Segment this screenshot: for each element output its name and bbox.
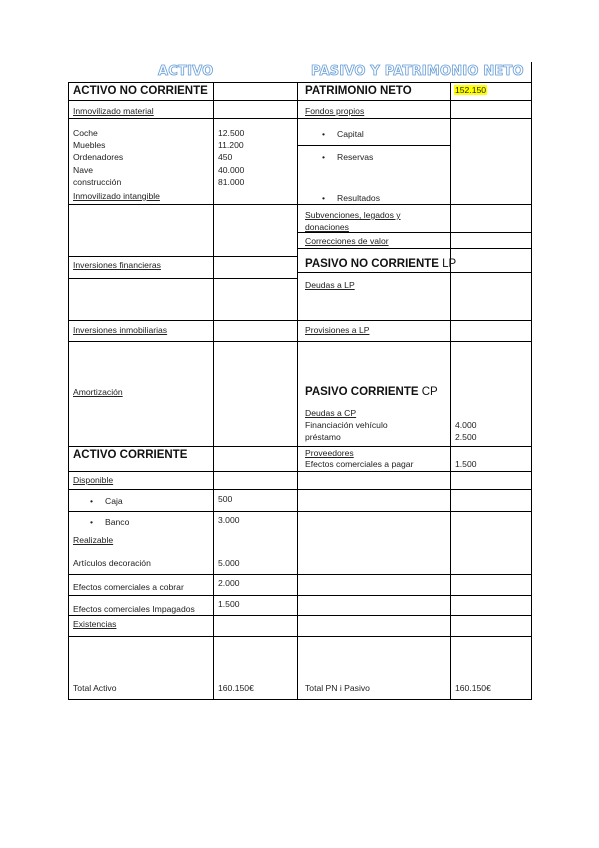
disponible-label: Disponible xyxy=(73,475,114,485)
efectos-impagados-label: Efectos comerciales Impagados xyxy=(73,604,195,614)
total-activo-label: Total Activo xyxy=(73,683,117,693)
item-muebles-label: Muebles xyxy=(73,140,106,150)
item-muebles-value: 11.200 xyxy=(218,140,244,150)
subvenciones-label-line2: donaciones xyxy=(305,222,349,232)
item-nave-label: Nave xyxy=(73,165,94,175)
item-construccion-label: construcción xyxy=(73,177,122,187)
articulos-value: 5.000 xyxy=(218,558,240,568)
item-construccion-value: 81.000 xyxy=(218,177,245,187)
deudas-lp-label: Deudas a LP xyxy=(305,280,355,290)
proveedores-label: Proveedores xyxy=(305,448,354,458)
activo-no-corriente-title: ACTIVO NO CORRIENTE xyxy=(73,85,208,97)
caja-label: • Caja xyxy=(90,496,123,506)
patrimonio-neto-title: PATRIMONIO NETO xyxy=(305,85,412,97)
inversiones-financieras-label: Inversiones financieras xyxy=(73,260,161,270)
pasivo-corriente-title: PASIVO CORRIENTE CP xyxy=(305,386,438,398)
reservas-label: • Reservas xyxy=(322,152,373,162)
inmovilizado-material-label: Inmovilizado material xyxy=(73,106,154,116)
patrimonio-neto-value: 152.150 xyxy=(455,85,487,95)
item-nave-value: 40.000 xyxy=(218,165,245,175)
deudas-cp-label: Deudas a CP xyxy=(305,408,357,418)
activo-header: ACTIVO xyxy=(158,64,214,79)
item-ordenadores-label: Ordenadores xyxy=(73,152,124,162)
total-activo-value: 160.150€ xyxy=(218,683,254,693)
correcciones-label: Correcciones de valor xyxy=(305,236,389,246)
item-ordenadores-value: 450 xyxy=(218,152,233,162)
pasivo-no-corriente-title: PASIVO NO CORRIENTE LP xyxy=(305,258,457,270)
banco-value: 3.000 xyxy=(218,515,240,525)
provisiones-lp-label: Provisiones a LP xyxy=(305,325,370,335)
total-pn-pasivo-label: Total PN i Pasivo xyxy=(305,683,370,693)
prestamo-label: préstamo xyxy=(305,432,341,442)
capital-label: • Capital xyxy=(322,129,364,139)
existencias-label: Existencias xyxy=(73,619,117,629)
total-pn-pasivo-value: 160.150€ xyxy=(455,683,491,693)
efectos-cobrar-value: 2.000 xyxy=(218,578,240,588)
financiacion-value: 4.000 xyxy=(455,420,477,430)
activo-corriente-title: ACTIVO CORRIENTE xyxy=(73,449,188,461)
articulos-label: Artículos decoración xyxy=(73,558,151,568)
subvenciones-label-line1: Subvenciones, legados y xyxy=(305,210,401,220)
banco-label: • Banco xyxy=(90,517,129,527)
realizable-label: Realizable xyxy=(73,535,114,545)
inmovilizado-intangible-label: Inmovilizado intangible xyxy=(73,191,160,201)
item-coche-value: 12.500 xyxy=(218,128,245,138)
fondos-propios-label: Fondos propios xyxy=(305,106,365,116)
efectos-pagar-label: Efectos comerciales a pagar xyxy=(305,459,414,469)
inversiones-inmobiliarias-label: Inversiones inmobiliarias xyxy=(73,325,168,335)
caja-value: 500 xyxy=(218,494,233,504)
efectos-impagados-value: 1.500 xyxy=(218,599,240,609)
prestamo-value: 2.500 xyxy=(455,432,477,442)
efectos-pagar-value: 1.500 xyxy=(455,459,477,469)
efectos-cobrar-label: Efectos comerciales a cobrar xyxy=(73,582,184,592)
item-coche-label: Coche xyxy=(73,128,98,138)
amortizacion-label: Amortización xyxy=(73,387,123,397)
pasivo-header: PASIVO Y PATRIMONIO NETO xyxy=(311,64,524,79)
financiacion-label: Financiación vehículo xyxy=(305,420,388,430)
resultados-label: • Resultados xyxy=(322,193,380,203)
